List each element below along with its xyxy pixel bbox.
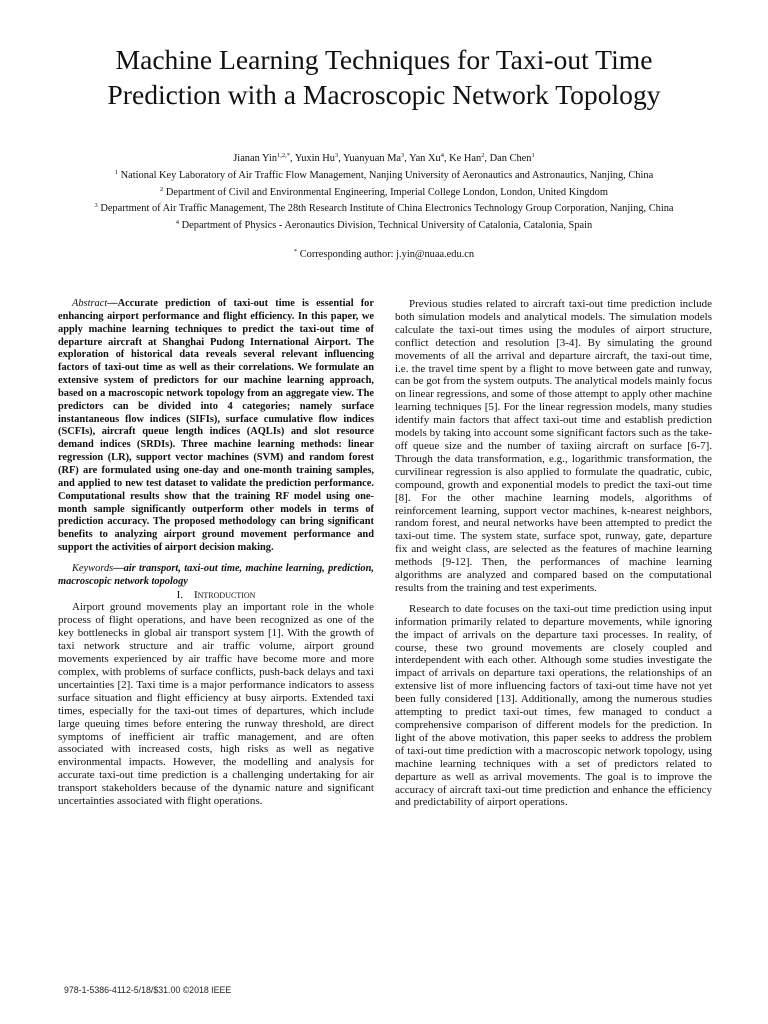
- title-line-1: Machine Learning Techniques for Taxi-out Time: [115, 44, 653, 75]
- abstract: [58, 298, 374, 555]
- author: Yuanyuan Ma$^3$,: [343, 152, 410, 164]
- author: Yuxin Hu$^3$,: [294, 152, 344, 164]
- paper-title: [40, 42, 728, 112]
- author-list: [0, 153, 768, 164]
- title-line-2: Prediction with a Macroscopic Network Topology: [107, 79, 661, 110]
- keywords-text: —air transport, taxi-out time, machine learning, prediction, macroscopic network topology: [58, 562, 374, 587]
- corresponding-author: * Corresponding author: j.yin@nuaa.edu.cn: [293, 248, 475, 260]
- keywords-label: Keywords: [72, 562, 114, 574]
- right-column: [395, 298, 712, 809]
- author: Jianan Yin$^{1,2,*}$,: [233, 152, 295, 164]
- copyright-footer: 978-1-5386-4112-5/18/$31.00 ©2018 IEEE: [64, 985, 232, 995]
- affiliation-list: [0, 168, 768, 234]
- author: Yan Xu$^4$,: [409, 152, 450, 164]
- paragraph: Previous studies related to aircraft taxi-out time prediction include both simulation models and analytical models. The simulation models calculate the taxi-out times using the modules of airport structure, conflict detection and resolution [3-4]. By simulating the ground movements of all the arrival and departure aircraft, the taxi-out time, i.e. the travel time spent by a flight to move between gate and runway, can be got from the system outputs. The analytical models mainly focus on linear regressions, and some of those attempt to apply other machine learning techniques [5]. For the linear regression models, many studies identify main factors that affect taxi-out time and establish prediction models by taking into account some significant factors such as the take-off queue size and the number of taxiing aircraft on surface [6-7]. Through the data transformation, e.g., logarithmic transformation, the curvilinear regression is also applied to formulate the quadratic, cubic, compound, growth and exponential models to predict the taxi-out time [8]. For the other machine learning models, algorithms of reinforcement learning, support vector machines, k-nearest neighbors, random forest, and neural networks have been attempted to predict the taxi-out time. The system state, surface spot, runway, gate, departure fix and weight class, are selected as the features of machine learning methods [9-12]. Then, the performances of machine learning algorithms are analyzed and compared based on the computational results from the training and test experiments.: [395, 298, 712, 594]
- author: Dan Chen$^1$: [489, 152, 535, 164]
- section-heading: [58, 589, 374, 602]
- affiliation: $^4$ Department of Physics - Aeronautics Division, Technical University of Catalonia, Catalonia, Spain: [175, 218, 593, 231]
- author: Ke Han$^2$,: [449, 152, 490, 164]
- keywords: [58, 563, 374, 589]
- left-column: [58, 298, 374, 808]
- section-title: Introduction: [193, 588, 256, 601]
- paragraph: Research to date focuses on the taxi-out time prediction using input information primarily related to departure movements, while ignoring the impact of arrivals on the departure taxi processes. In reality, of course, these two ground movements are closely coupled and interdependent with each other. Although some studies investigate the impact of arrivals on departure taxi operations, the relationships of an extensive list of more influencing factors of taxi-out time have not yet been fully considered [13]. Additionally, among the numerous studies attempting to predict taxi-out times, few managed to conduct a comprehensive comparison of different models for the prediction. In light of the above motivation, this paper seeks to address the problem of taxi-out time prediction with a macroscopic network topology, using machine learning techniques with a set of predictors related to departure as well as arrival movements. The goal is to improve the accuracy of aircraft taxi-out time prediction and enhance the efficiency and predictability of airport operations.: [395, 602, 712, 809]
- affiliation: $^2$ Department of Civil and Environmental Engineering, Imperial College London, London, United Kingdom: [160, 185, 608, 198]
- abstract-label: Abstract: [72, 298, 108, 309]
- paragraph: Airport ground movements play an important role in the whole process of flight operations, and have been recognized as one of the key bottlenecks in global air transport system [1]. With the growth of taxi network structure and air traffic volume, airport ground movements experienced by air traffic have become more and more complex, with problems of surface conflicts, push-back delays and taxi uncertainties [2]. Taxi time is a major performance indicators to assess surface situation and flight efficiency at busy airports. Extended taxi times, especially for the taxi-out times of departures, which include large queuing times before entering the runway threshold, are direct symptoms of inefficient air traffic management, and are often associated with increased costs, high risks as well as negative environmental impacts. However, the modelling and analysis for accurate taxi-out time prediction is a challenging undertaking for air transport stakeholders because of the dynamic nature and significant uncertainties associated with flight operations.: [58, 601, 374, 808]
- section-number: I.: [176, 588, 183, 601]
- affiliation: $^3$ Department of Air Traffic Management, The 28th Research Institute of China Electronics Technology Group Corporation, Nanjing, China: [94, 202, 674, 215]
- abstract-text: —Accurate prediction of taxi-out time is essential for enhancing airport performance and flight efficiency. In this paper, we apply machine learning techniques to predict the taxi-out time of departure aircraft at Shanghai Pudong International Airport. The exploration of historical data reveals several relevant influencing factors of taxi-out time as well as their correlations. We formulate an extensive system of predictors for our machine learning approach, based on a macroscopic network topology from an aggregate view. The predictors can be divided into 4 categories; namely surface instantaneous flow indices (SIFIs), surface cumulative flow indices (SCFIs), aircraft queue length indices (AQLIs) and slot resource demand indices (SRDIs). Three machine learning methods: linear regression (LR), support vector machines (SVM) and random forest (RF) are formulated using one-day and one-month training samples, and applied to new test dataset to validate the prediction performance. Computational results show that the training RF model using one-month sample significantly outperform other models in terms of prediction accuracy. The proposed methodology can bring significant benefits to analyzing airport ground movement performance and support the activities of airport decision making.: [58, 298, 374, 554]
- affiliation: $^1$ National Key Laboratory of Air Traffic Flow Management, Nanjing University of Aeronautics and Astronautics, Nanjing, China: [114, 169, 654, 181]
